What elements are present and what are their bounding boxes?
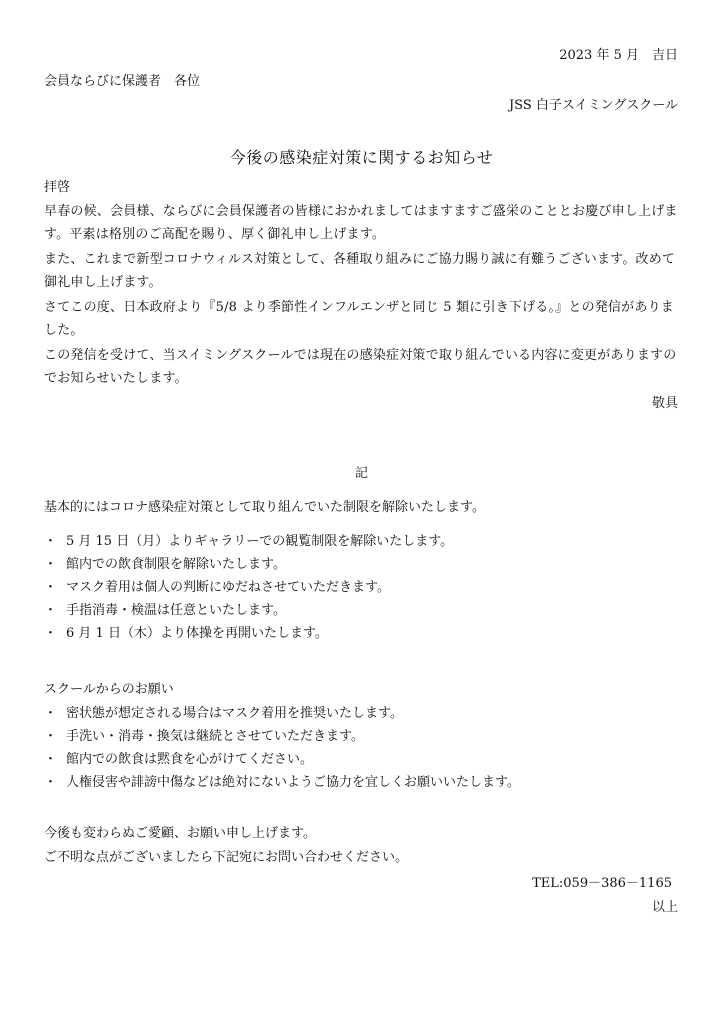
closing: 敬具 — [651, 396, 678, 411]
bullet: ・ — [44, 534, 58, 549]
bullet: ・ — [44, 580, 58, 595]
outro-line-1: 今後も変わらぬご愛顧、お願い申し上げます。 — [44, 826, 316, 841]
body-paragraph-3: さてこの度、日本政府より『5/8 より季節性インフルエンザと同じ 5 類に引き下げる。』との発信がありました。 — [44, 300, 674, 338]
document-date: 2023 年 5 月 吉日 — [559, 48, 678, 63]
bullet: ・ — [44, 775, 58, 790]
page-title: 今後の感染症対策に関するお知らせ — [229, 148, 494, 167]
changes-list — [44, 530, 684, 645]
list-item — [44, 553, 684, 576]
list-item — [44, 530, 684, 553]
change-text: 6 月 1 日（木）より体操を再開いたします。 — [66, 626, 328, 641]
list-item — [44, 748, 684, 771]
telephone: TEL:059－386－1165 — [532, 876, 672, 891]
body-paragraph-4: この発信を受けて、当スイミングスクールでは現在の感染症対策で取り組んでいる内容に変更がありますのでお知らせいたします。 — [44, 348, 677, 386]
outro-line-2: ご不明な点がございましたら下記宛にお問い合わせください。 — [44, 850, 409, 865]
request-text: 人権侵害や誹謗中傷などは絶対にないようご協力を宜しくお願いいたします。 — [66, 775, 520, 790]
change-text: 館内での飲食制限を解除いたします。 — [66, 557, 286, 572]
body-paragraph-1: 早春の候、会員様、ならびに会員保護者の皆様におかれましてはますますご盛栄のこととお慶び申し上げます。平素は格別のご高配を賜り、厚く御礼申し上げます。 — [44, 204, 678, 242]
list-item — [44, 771, 684, 794]
summary: 基本的にはコロナ感染症対策として取り組んでいた制限を解除いたします。 — [44, 500, 485, 515]
bullet: ・ — [44, 626, 58, 641]
end-mark: 以上 — [651, 900, 678, 915]
bullet: ・ — [44, 729, 58, 744]
change-text: 手指消毒・検温は任意といたします。 — [66, 603, 286, 618]
bullet: ・ — [44, 557, 58, 572]
list-item — [44, 599, 684, 622]
request-text: 館内での飲食は黙食を心がけてください。 — [66, 752, 314, 767]
request-text: 密状態が想定される場合はマスク着用を推奨いたします。 — [66, 706, 403, 721]
body-paragraph-2: また、これまで新型コロナウィルス対策として、各種取り組みにご協力賜り誠に有難うございます。改めて御礼申し上げます。 — [44, 252, 676, 290]
request-text: 手洗い・消毒・換気は継続とさせていただきます。 — [66, 729, 364, 744]
list-item — [44, 702, 684, 725]
recipient: 会員ならびに保護者 各位 — [44, 74, 201, 89]
list-item — [44, 576, 684, 599]
ki-heading: 記 — [354, 466, 368, 481]
change-text: マスク着用は個人の判断にゆだねさせていただきます。 — [66, 580, 390, 595]
bullet: ・ — [44, 706, 58, 721]
sender: JSS 白子スイミングスクール — [508, 98, 678, 113]
list-item — [44, 622, 684, 645]
list-item — [44, 725, 684, 748]
bullet: ・ — [44, 752, 58, 767]
requests-heading: スクールからのお願い — [44, 682, 174, 697]
requests-list — [44, 702, 684, 794]
greeting: 拝啓 — [44, 180, 71, 195]
bullet: ・ — [44, 603, 58, 618]
change-text: 5 月 15 日（月）よりギャラリーでの観覧制限を解除いたします。 — [66, 534, 454, 549]
